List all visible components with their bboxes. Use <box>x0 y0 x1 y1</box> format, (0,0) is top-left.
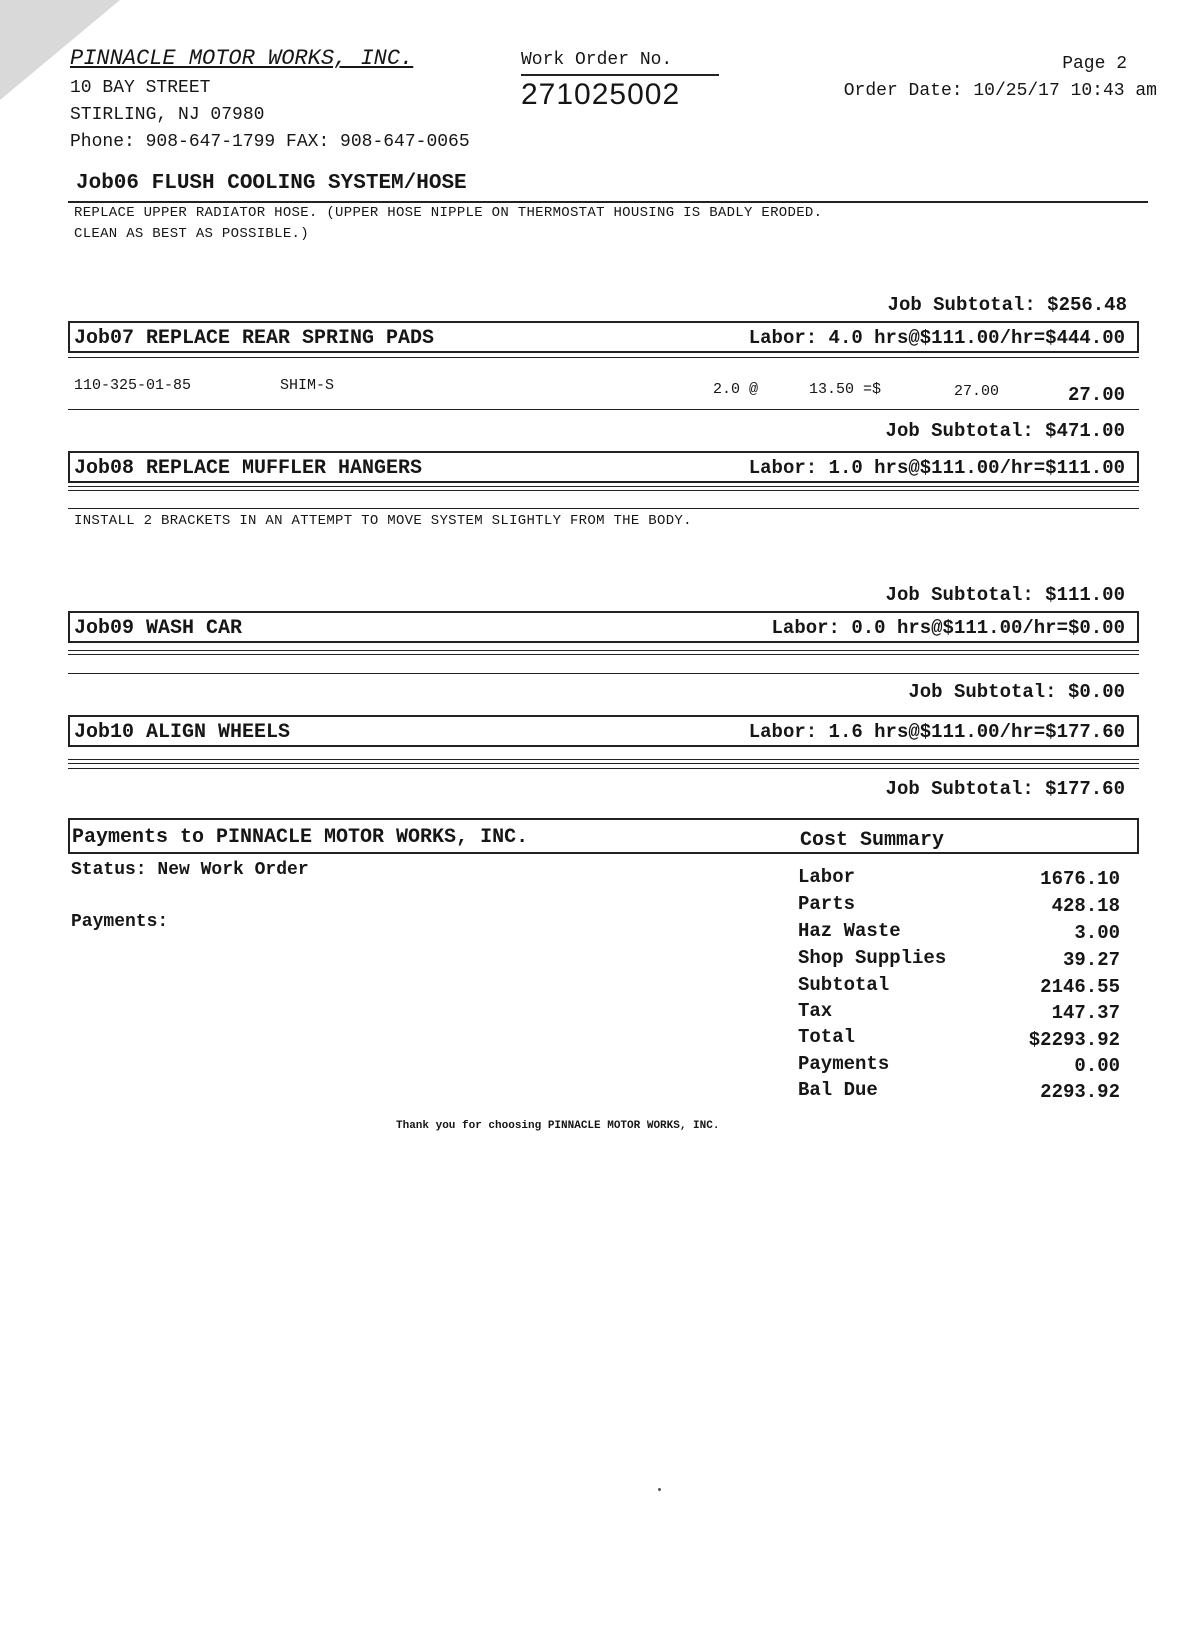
thank-you-footer: Thank you for choosing PINNACLE MOTOR WORKS, INC. <box>396 1120 720 1132</box>
work-order-status: Status: New Work Order <box>71 860 309 880</box>
job09-divider <box>68 650 1139 655</box>
payments-title: Payments to PINNACLE MOTOR WORKS, INC. <box>72 826 529 849</box>
company-name: PINNACLE MOTOR WORKS, INC. <box>70 46 414 71</box>
page-number: Page 2 <box>1062 54 1127 74</box>
job08-divider <box>68 486 1139 491</box>
job07-part-total: 27.00 <box>1067 384 1125 406</box>
cost-summary-label-tax: Tax <box>798 1000 833 1022</box>
job10-header-box <box>68 715 1139 747</box>
job09-subtotal-divider <box>68 673 1139 674</box>
cost-summary-value-total: $2293.92 <box>1028 1029 1120 1051</box>
job08-title: Job08 REPLACE MUFFLER HANGERS <box>74 457 423 480</box>
cost-summary-value-payments: 0.00 <box>1074 1055 1120 1077</box>
job09-title: Job09 WASH CAR <box>74 617 243 640</box>
company-phone-fax: Phone: 908-647-1799 FAX: 908-647-0065 <box>70 132 470 152</box>
job10-labor: Labor: 1.6 hrs@$111.00/hr=$177.60 <box>748 721 1125 743</box>
job10-divider <box>68 759 1139 764</box>
job07-part-extended: 27.00 <box>954 383 1000 400</box>
cost-summary-label-payments: Payments <box>798 1053 890 1075</box>
job08-note-divider <box>68 508 1139 509</box>
cost-summary-value-tax: 147.37 <box>1051 1002 1120 1024</box>
job06-title: Job06 FLUSH COOLING SYSTEM/HOSE <box>76 172 467 195</box>
job07-part-price: 13.50 =$ <box>809 381 882 398</box>
job08-header-box <box>68 451 1139 483</box>
job07-subtotal: Job Subtotal: $471.00 <box>885 420 1125 442</box>
job08-subtotal: Job Subtotal: $111.00 <box>885 584 1125 606</box>
cost-summary-label-labor: Labor <box>798 866 856 888</box>
job07-header-box <box>68 321 1139 353</box>
job07-title: Job07 REPLACE REAR SPRING PADS <box>74 327 435 350</box>
job07-part-qty: 2.0 @ <box>713 381 759 398</box>
cost-summary-label-shop-supplies: Shop Supplies <box>798 947 947 969</box>
job09-header-box <box>68 611 1139 643</box>
work-order-label: Work Order No. <box>521 50 673 70</box>
order-date: Order Date: 10/25/17 10:43 am <box>843 81 1157 101</box>
cost-summary-title: Cost Summary <box>800 829 945 852</box>
company-address-line1: 10 BAY STREET <box>70 78 211 98</box>
job07-labor: Labor: 4.0 hrs@$111.00/hr=$444.00 <box>748 327 1125 349</box>
job07-subtotal-divider <box>68 409 1139 410</box>
scan-speck <box>658 1488 661 1491</box>
cost-summary-label-haz-waste: Haz Waste <box>798 920 901 942</box>
cost-summary-value-parts: 428.18 <box>1051 895 1120 917</box>
cost-summary-label-total: Total <box>798 1026 856 1048</box>
job06-subtotal: Job Subtotal: $256.48 <box>887 294 1127 316</box>
payments-header-box <box>68 818 1139 854</box>
job08-labor: Labor: 1.0 hrs@$111.00/hr=$111.00 <box>748 457 1125 479</box>
job07-part-description: SHIM-S <box>280 377 335 394</box>
job06-note-line2: CLEAN AS BEST AS POSSIBLE.) <box>74 226 309 242</box>
cost-summary-label-bal-due: Bal Due <box>798 1079 878 1101</box>
cost-summary-value-shop-supplies: 39.27 <box>1062 949 1120 971</box>
job09-labor: Labor: 0.0 hrs@$111.00/hr=$0.00 <box>771 617 1125 639</box>
cost-summary-label-parts: Parts <box>798 893 856 915</box>
cost-summary-value-subtotal: 2146.55 <box>1040 976 1120 998</box>
job10-subtotal: Job Subtotal: $177.60 <box>885 778 1125 800</box>
cost-summary-label-subtotal: Subtotal <box>798 974 890 996</box>
job06-note-line1: REPLACE UPPER RADIATOR HOSE. (UPPER HOSE NIPPLE ON THERMOSTAT HOUSING IS BADLY ERODED. <box>74 205 823 221</box>
cost-summary-value-bal-due: 2293.92 <box>1040 1081 1120 1103</box>
job09-subtotal: Job Subtotal: $0.00 <box>908 681 1125 703</box>
payments-label: Payments: <box>71 912 169 932</box>
cost-summary-value-haz-waste: 3.00 <box>1074 922 1120 944</box>
job08-note: INSTALL 2 BRACKETS IN AN ATTEMPT TO MOVE SYSTEM SLIGHTLY FROM THE BODY. <box>74 513 692 529</box>
job07-part-number: 110-325-01-85 <box>74 377 192 394</box>
job10-title: Job10 ALIGN WHEELS <box>74 721 291 744</box>
company-address-line2: STIRLING, NJ 07980 <box>70 105 265 125</box>
job07-divider <box>68 357 1139 358</box>
job10-subtotal-divider <box>68 768 1139 769</box>
cost-summary-value-labor: 1676.10 <box>1040 868 1120 890</box>
job06-divider <box>68 201 1148 203</box>
work-order-underline <box>521 74 719 76</box>
work-order-number: 271025002 <box>521 78 681 111</box>
